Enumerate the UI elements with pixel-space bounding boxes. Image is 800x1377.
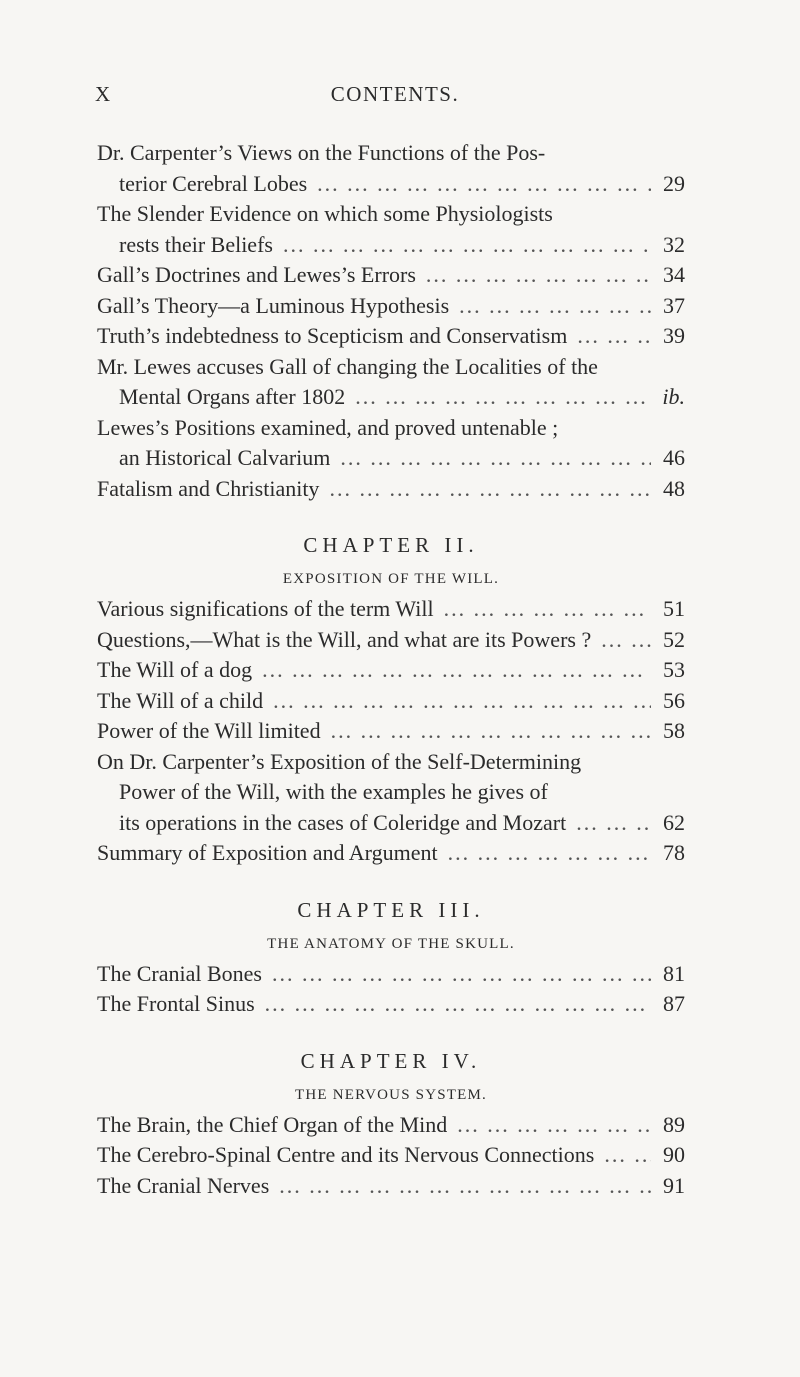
toc-entry-text: The Cerebro-Spinal Centre and its Nervous Connections [97, 1142, 595, 1167]
toc-entry [97, 959, 685, 990]
dot-leader [317, 169, 651, 200]
toc-entry-text: Gall’s Doctrines and Lewes’s Errors [97, 262, 416, 287]
toc-entry-text: The Cranial Bones [97, 960, 262, 986]
dot-leader [279, 1171, 651, 1202]
toc-entry-line [97, 321, 685, 352]
table-of-contents [97, 138, 685, 1201]
toc-entry-text: Power of the Will, with the examples he gives of [119, 779, 548, 804]
toc-page-number: 53 [663, 657, 685, 682]
dot-leader [601, 625, 651, 656]
dot-leader [426, 260, 651, 291]
toc-entry-text: an Historical Calvarium [119, 445, 331, 470]
dot-leader [272, 959, 651, 990]
chapter-subtitle: THE ANATOMY OF THE SKULL. [267, 935, 515, 952]
toc-page-number: 37 [663, 292, 685, 318]
toc-entry-text: The Will of a child [97, 687, 264, 713]
toc-page-number: 90 [663, 1142, 685, 1167]
toc-entry-text: On Dr. Carpenter’s Exposition of the Self-Determining [97, 748, 582, 774]
toc-entry-text: Dr. Carpenter’s Views on the Functions of the Pos- [97, 140, 546, 165]
dot-leader [283, 230, 651, 261]
dot-leader [459, 291, 651, 322]
toc-entry [97, 655, 685, 686]
toc-entry-text: its operations in the cases of Coleridge and Mozart [119, 809, 567, 835]
toc-entry-line [97, 352, 685, 383]
toc-entry [97, 474, 685, 505]
page-header [95, 82, 695, 112]
chapter-heading: CHAPTER II. [303, 533, 479, 557]
toc-entry-line [97, 655, 685, 686]
toc-entry-line [97, 747, 685, 778]
toc-entry-line [97, 291, 685, 322]
toc-entry-line [97, 169, 685, 200]
dot-leader [331, 716, 651, 747]
toc-entry-line [97, 989, 685, 1020]
toc-entry [97, 199, 685, 260]
toc-entry-text: The Frontal Sinus [97, 991, 255, 1016]
toc-entry [97, 747, 685, 839]
page-number: X [95, 82, 112, 106]
toc-entry-line [97, 625, 685, 656]
toc-entry [97, 260, 685, 291]
toc-entry-text: The Brain, the Chief Organ of the Mind [97, 1111, 448, 1137]
toc-entry [97, 1110, 685, 1141]
toc-entry-line [97, 959, 685, 990]
toc-entry-line [97, 230, 685, 261]
toc-entry-text: Fatalism and Christianity [97, 475, 320, 501]
toc-entry [97, 989, 685, 1020]
toc-page-number: 48 [663, 475, 685, 501]
page-title: CONTENTS. [330, 82, 460, 106]
toc-entry-text: Lewes’s Positions examined, and proved untenable ; [97, 414, 559, 440]
toc-entry-text: Questions,—What is the Will, and what are its Powers ? [97, 626, 592, 652]
toc-entry-line [97, 777, 685, 808]
chapter-subtitle: THE NERVOUS SYSTEM. [294, 1086, 488, 1103]
toc-entry-line [97, 1140, 685, 1171]
chapter-subtitle: EXPOSITION OF THE WILL. [282, 571, 500, 587]
toc-entry-line [97, 413, 685, 444]
toc-page-number: 39 [663, 323, 685, 348]
toc-entry [97, 1140, 685, 1171]
toc-page-number: 58 [663, 718, 685, 743]
toc-entry-line [97, 199, 685, 230]
dot-leader [355, 382, 651, 413]
chapter-heading: CHAPTER IV. [300, 1048, 482, 1073]
toc-entry-text: The Slender Evidence on which some Physiologists [97, 201, 553, 226]
dot-leader [576, 808, 651, 839]
dot-leader [262, 655, 651, 686]
toc-entry [97, 686, 685, 717]
toc-page-number: 32 [663, 231, 685, 257]
toc-entry-text: Truth’s indebtedness to Scepticism and Conservatism [97, 323, 568, 348]
toc-entry [97, 625, 685, 656]
toc-entry [97, 352, 685, 413]
toc-entry-line [97, 1110, 685, 1141]
toc-page-number: 56 [663, 687, 685, 713]
chapter-heading: CHAPTER III. [297, 897, 485, 922]
dot-leader [265, 989, 651, 1020]
toc-entry-line [97, 594, 685, 625]
toc-entry-line [97, 838, 685, 869]
dot-leader [448, 838, 651, 869]
toc-entry-text: Mental Organs after 1802 [119, 384, 346, 409]
dot-leader [577, 321, 651, 352]
toc-entry-line [97, 138, 685, 169]
toc-entry-line [97, 382, 685, 413]
toc-page-number: 87 [663, 991, 685, 1016]
toc-entry-text: Summary of Exposition and Argument [97, 840, 438, 865]
dot-leader [329, 474, 651, 505]
toc-page-number: 46 [663, 445, 685, 470]
toc-entry-line [97, 474, 685, 505]
toc-entry-line [97, 1171, 685, 1202]
toc-entry-text: terior Cerebral Lobes [119, 170, 308, 196]
toc-entry-line [97, 260, 685, 291]
toc-entry-text: Mr. Lewes accuses Gall of changing the Localities of the [97, 353, 598, 379]
toc-entry-text: Gall’s Theory—a Luminous Hypothesis [97, 292, 450, 318]
dot-leader [340, 443, 651, 474]
toc-entry [97, 291, 685, 322]
toc-entry [97, 594, 685, 625]
toc-entry-text: Various significations of the term Will [97, 596, 434, 621]
toc-entry-text: rests their Beliefs [119, 231, 273, 257]
toc-entry-line [97, 808, 685, 839]
toc-page-number: 78 [663, 840, 685, 865]
toc-entry-text: Power of the Will limited [97, 718, 321, 743]
toc-page-number: 81 [663, 960, 685, 986]
toc-entry [97, 838, 685, 869]
dot-leader [604, 1140, 651, 1171]
toc-page-number: ib. [662, 384, 685, 409]
toc-page-number: 51 [663, 596, 685, 621]
toc-entry-line [97, 686, 685, 717]
toc-entry-line [97, 443, 685, 474]
toc-entry-line [97, 716, 685, 747]
dot-leader [273, 686, 651, 717]
toc-entry-text: The Will of a dog [97, 657, 253, 682]
toc-page-number: 62 [663, 809, 685, 835]
toc-entry-text: The Cranial Nerves [97, 1172, 270, 1198]
toc-page-number: 91 [663, 1172, 685, 1198]
toc-page-number: 89 [663, 1111, 685, 1137]
toc-entry [97, 716, 685, 747]
toc-entry [97, 1171, 685, 1202]
dot-leader [444, 594, 651, 625]
toc-page-number: 29 [663, 170, 685, 196]
dot-leader [457, 1110, 651, 1141]
toc-page-number: 34 [663, 262, 685, 287]
toc-entry [97, 321, 685, 352]
toc-entry [97, 413, 685, 474]
toc-page-number: 52 [663, 626, 685, 652]
toc-entry [97, 138, 685, 199]
